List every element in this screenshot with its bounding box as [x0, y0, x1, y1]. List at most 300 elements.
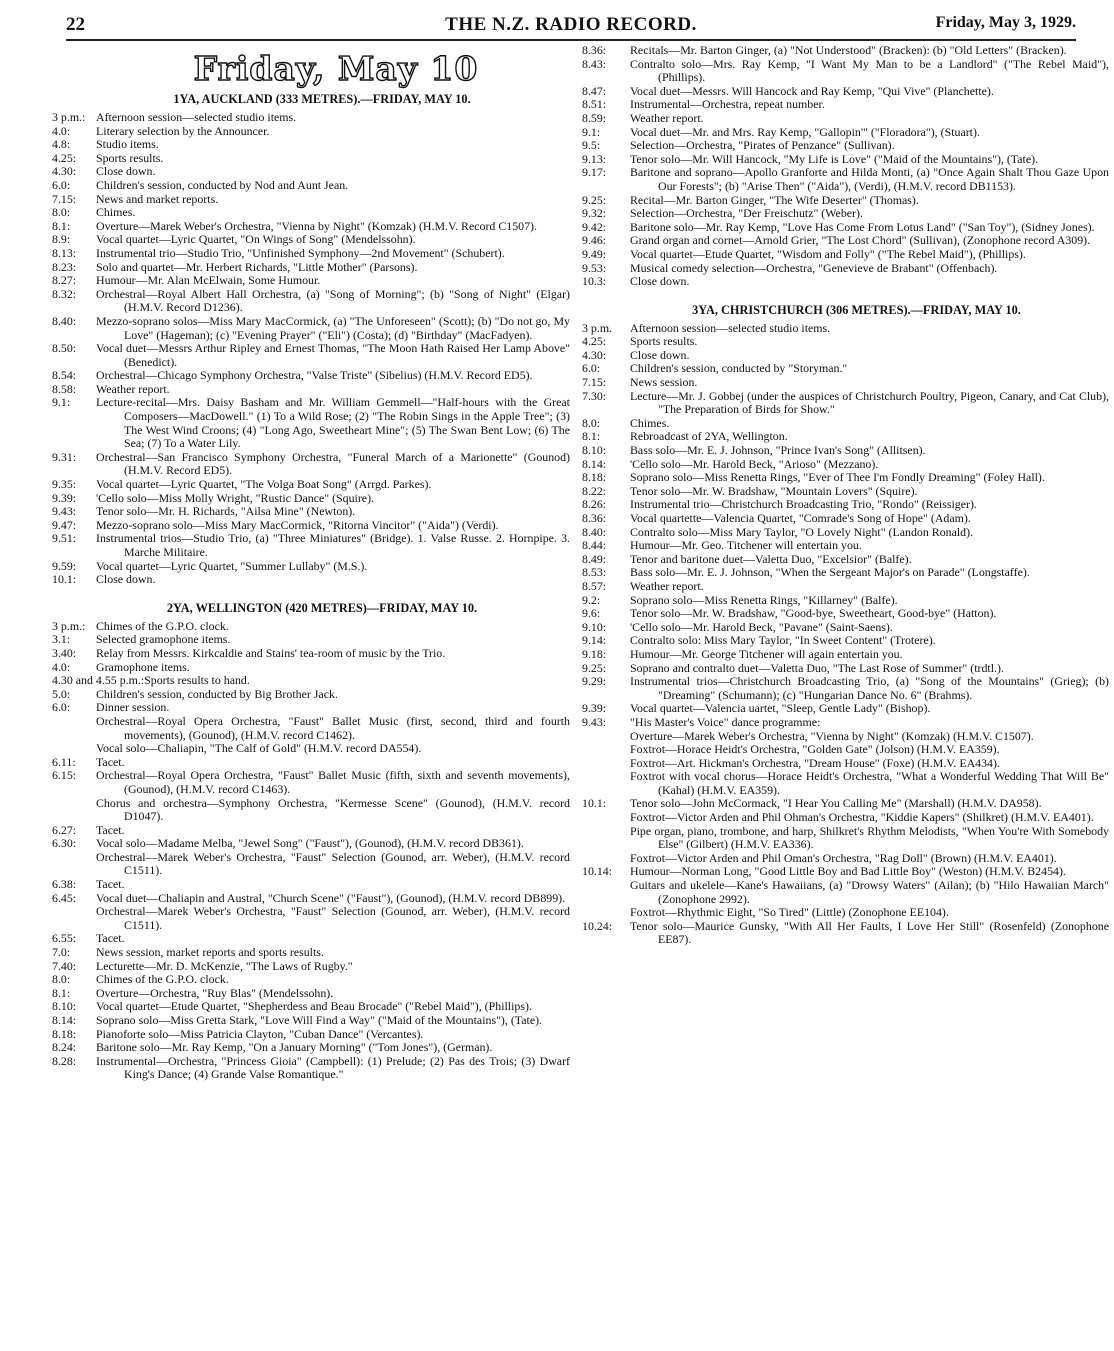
programme-item [52, 342, 570, 369]
programme-item [52, 179, 570, 193]
item-description: Literary selection by the Announcer. [96, 123, 270, 138]
programme-item [582, 322, 1109, 336]
item-description: Chorus and orchestra—Symphony Orchestra, "Kermesse Scene" (Gounod), (H.M.V. record D1047). [96, 795, 570, 824]
programme-item [52, 715, 570, 742]
item-time: 7.15: [52, 191, 77, 206]
item-time: 7.0: [52, 945, 71, 960]
item-time: 6.0: [582, 361, 601, 376]
programme-item [582, 126, 1109, 140]
programme-item [52, 620, 570, 634]
programme-item [582, 702, 1109, 716]
item-description: Foxtrot—Victor Arden and Phil Oman's Orchestra, "Rag Doll" (Brown) (H.M.V. EA401). [630, 850, 1057, 865]
item-time: 4.30: [582, 347, 607, 362]
programme-item [52, 560, 570, 574]
item-description: News session. [630, 375, 698, 390]
station-heading-wellington: 2YA, WELLINGTON (420 METRES)—FRIDAY, MAY 10. [166, 600, 478, 615]
programme-item [52, 878, 570, 892]
item-description: Tacet. [96, 822, 125, 837]
item-description: Orchestral—Chicago Symphony Orchestra, "Valse Triste" (Sibelius) (H.M.V. Record ED5). [96, 368, 533, 383]
item-description: Baritone solo—Mr. Ray Kemp, "On a January Morning" ("Tom Jones"), (German). [96, 1040, 493, 1055]
page-header [66, 14, 1076, 36]
programme-item [52, 851, 570, 878]
item-time: 9.46: [582, 233, 607, 248]
item-time: 7.15: [582, 375, 607, 390]
programme-item [52, 1041, 570, 1055]
item-time: 8.57: [582, 578, 607, 593]
item-description: Vocal duet—Messrs Arthur Ripley and Ernest Thomas, "The Moon Hath Raised Her Lamp Above" (Benedict). [96, 341, 570, 369]
item-description: Lecture-recital—Mrs. Daisy Basham and Mr. William Gemmell—"Half-hours with the Great Composers—MacDowell." (1) To a Wild Rose; (2) "The Robin Sings in the Apple Tree"; (3) The West Wind Croons; (4) "Long Ago, Sweetheart Mine"; (5) The Swan Bent Low; (6) The Sea; (7) To a Water Lily. [96, 395, 570, 451]
programme-item [52, 1014, 570, 1028]
item-description: Sports results. [96, 150, 164, 165]
station-heading-christchurch: 3YA, CHRISTCHURCH (306 METRES).—FRIDAY, MAY 10. [692, 302, 1021, 317]
item-time: 6.55: [52, 931, 77, 946]
programme-item [582, 262, 1109, 276]
item-time: 9.29: [582, 674, 607, 689]
programme-item [52, 383, 570, 397]
programme-item [52, 973, 570, 987]
item-time: 4.0: [52, 123, 71, 138]
page-number: 22 [66, 14, 85, 35]
programme-item [52, 125, 570, 139]
programme-item [52, 701, 570, 715]
item-description: Orchestral—San Francisco Symphony Orchestra, "Funeral March of a Marionette" (Gounod) (H.M.V. Record ED5). [96, 449, 570, 478]
item-time: 8.24: [52, 1040, 77, 1055]
programme-item [52, 674, 570, 688]
item-description: News and market reports. [96, 191, 219, 206]
item-description: Vocal duet—Mr. and Mrs. Ray Kemp, "Gallopin'" ("Floradora"), (Stuart). [630, 124, 980, 139]
item-description: Chimes of the G.P.O. clock. [96, 972, 229, 987]
item-description: Pianoforte solo—Miss Patricia Clayton, "Cuban Dance" (Vercantes). [96, 1026, 424, 1041]
programme-item [582, 865, 1109, 879]
item-description: Vocal quartet—Lyric Quartet, "Summer Lullaby" (M.S.). [96, 558, 368, 573]
programme-item [52, 1055, 570, 1082]
item-description: Baritone and soprano—Apollo Granforte and Hilda Monti, (a) "Once Again Shalt Thou Gaze Upon Our Forests"; (b) "Arise Then" ("Aida"), (Verdi), (H.M.V. record DB1153). [630, 165, 1109, 193]
programme-item [582, 275, 1109, 289]
item-time: 8.53: [582, 565, 607, 580]
item-description: Vocal quartet—Lyric Quartet, "On Wings of Song" (Mendelssohn). [96, 232, 416, 247]
programme-item [582, 498, 1109, 512]
item-description: Afternoon session—selected studio items. [630, 320, 831, 335]
programme-item [52, 478, 570, 492]
item-description: Orchestral—Marek Weber's Orchestra, "Faust" Selection (Gounod, arr. Weber), (H.M.V. record C1511). [96, 849, 570, 878]
item-time: 8.43: [582, 56, 607, 71]
item-description: Pipe organ, piano, trombone, and harp, Shilkret's Rhythm Melodists, "When You're With Somebody Else" (Gilbert) (H.M.V. EA336). [630, 823, 1109, 852]
item-description: Vocal quartet—Etude Quartet, "Wisdom and Folly" ("The Rebel Maid"), (Phillips). [630, 246, 1026, 261]
item-time: 8.1: [52, 218, 71, 233]
programme-item [52, 532, 570, 559]
item-time: 4.30 and 4.55 p.m.: [52, 673, 145, 688]
item-time: 6.27: [52, 822, 77, 837]
programme-item [582, 471, 1109, 485]
item-description: Vocal quartet—Valencia uartet, "Sleep, Gentle Lady" (Bishop). [630, 701, 931, 716]
programme-item [52, 797, 570, 824]
item-time: 9.39: [52, 490, 77, 505]
programme-item [582, 153, 1109, 167]
item-description: Weather report. [96, 381, 170, 396]
programme-item [52, 261, 570, 275]
programme-item [52, 742, 570, 756]
item-description: Vocal quartet—Lyric Quartet, "The Volga Boat Song" (Arrgd. Parkes). [96, 477, 432, 492]
item-time: 9.42: [582, 219, 607, 234]
item-description: Close down. [630, 274, 690, 289]
programme-item [582, 648, 1109, 662]
item-description: Foxtrot with vocal chorus—Horace Heidt's Orchestra, "What a Wonderful Wedding That Will Be" (Kahal) (H.M.V. EA359). [630, 769, 1109, 797]
item-time: 9.2: [582, 592, 601, 607]
programme-item [582, 417, 1109, 431]
item-time: 6.0: [52, 700, 71, 715]
item-description: Children's session, conducted by Big Brother Jack. [96, 686, 338, 701]
item-description: Studio items. [96, 137, 159, 152]
item-time: 9.43: [52, 504, 77, 519]
item-time: 9.32: [582, 206, 607, 221]
item-description: Lecturette—Mr. D. McKenzie, "The Laws of Rugby." [96, 958, 353, 973]
programme-item [582, 825, 1109, 852]
programme-item [52, 905, 570, 932]
item-time: 8.0: [52, 972, 71, 987]
item-time: 9.25: [582, 192, 607, 207]
item-time: 9.51: [52, 531, 77, 546]
programme-item [52, 987, 570, 1001]
item-description: Recitals—Mr. Barton Ginger, (a) "Not Understood" (Bracken): (b) "Old Letters" (Bracken). [630, 43, 1067, 57]
item-description: Recital—Mr. Barton Ginger, "The Wife Deserter" (Thomas). [630, 192, 919, 207]
programme-christchurch [582, 322, 1109, 947]
item-description: News session, market reports and sports results. [96, 945, 324, 960]
item-description: Children's session, conducted by Nod and Aunt Jean. [96, 177, 349, 192]
item-description: Tenor solo—Mr. Will Hancock, "My Life is Love" ("Maid of the Mountains"), (Tate). [630, 151, 1039, 166]
item-time: 10.3: [582, 274, 607, 289]
item-description: Vocal solo—Chaliapin, "The Calf of Gold" (H.M.V. record DA554). [96, 741, 422, 756]
programme-item [582, 920, 1109, 947]
item-time: 9.14: [582, 633, 607, 648]
programme-item [52, 756, 570, 770]
programme-item [582, 811, 1109, 825]
programme-item [52, 946, 570, 960]
programme-item [582, 376, 1109, 390]
item-description: Instrumental trio—Christchurch Broadcasting Trio, "Rondo" (Reissiger). [630, 497, 977, 512]
programme-item [582, 634, 1109, 648]
programme-item [582, 458, 1109, 472]
item-description: Humour—Mr. Geo. Titchener will entertain you. [630, 538, 862, 553]
item-time: 9.17: [582, 165, 607, 180]
item-description: Tenor solo—Mr. W. Bradshaw, "Mountain Lovers" (Squire). [630, 483, 918, 498]
programme-item [582, 906, 1109, 920]
programme-item [52, 138, 570, 152]
item-time: 4.25: [582, 334, 607, 349]
item-description: Instrumental trios—Christchurch Broadcasting Trio, (a) "Song of the Mountains" (Grieg); (b) "Dreaming" (Schumann); (c) "Hungarian Dance No. 6" (Brahms). [630, 674, 1109, 702]
programme-item [582, 594, 1109, 608]
item-description: Mezzo-soprano solos—Miss Mary MacCormick, (a) "The Unforeseen" (Scott); (b) "Do not go, My Love" (Hageman); (c) "Evening Prayer" ("Eli") (Costa); (d) "Birthday" (MacFadyen). [96, 313, 570, 342]
item-description: Vocal duet—Chaliapin and Austral, "Church Scene" ("Faust"), (Gounod), (H.M.V. record DB899). [96, 890, 566, 905]
programme-item [52, 288, 570, 315]
item-time: 10.1: [582, 796, 607, 811]
item-time: 8.36: [582, 511, 607, 525]
item-time: 3 p.m.: [52, 618, 86, 633]
item-time: 6.38: [52, 877, 77, 892]
programme-item [52, 505, 570, 519]
item-description: Close down. [96, 164, 156, 179]
item-description: Orchestral—Royal Opera Orchestra, "Faust" Ballet Music (first, second, third and fourth movements), (Gounod), (H.M.V. record C1462). [96, 713, 570, 742]
programme-item [582, 98, 1109, 112]
programme-item [582, 716, 1109, 730]
item-description: Contralto solo—Miss Mary Taylor, "O Lovely Night" (Landon Ronald). [630, 524, 974, 539]
programme-item [582, 362, 1109, 376]
item-description: Baritone solo—Mr. Ray Kemp, "Love Has Come From Lotus Land" ("San Toy"), (Sidney Jones). [630, 219, 1095, 234]
item-time: 8.26: [582, 497, 607, 512]
programme-item [52, 519, 570, 533]
item-description: Orchestral—Royal Opera Orchestra, "Faust" Ballet Music (fifth, sixth and seventh movements), (Gounod), (H.M.V. record C1463). [96, 768, 570, 796]
item-time: 9.10: [582, 619, 607, 634]
programme-item [582, 166, 1109, 193]
item-time: 8.44: [582, 538, 607, 553]
item-description: Tenor solo—Mr. W. Bradshaw, "Good-bye, Sweetheart, Good-bye" (Hatton). [630, 606, 997, 621]
publication-title: THE N.Z. RADIO RECORD. [445, 14, 697, 35]
item-time: 3 p.m. [582, 320, 613, 335]
item-description: Close down. [630, 347, 690, 362]
item-description: Foxtrot—Victor Arden and Phil Ohman's Orchestra, "Kiddie Kapers" (Shilkret) (H.M.V. EA401). [630, 810, 1094, 825]
item-description: Selection—Orchestra, "Der Freischutz" (Weber). [630, 206, 863, 221]
programme-item [582, 526, 1109, 540]
item-description: Mezzo-soprano solo—Miss Mary MacCormick, "Ritorna Vincitor" ("Aida") (Verdi). [96, 517, 499, 532]
item-time: 8.50: [52, 341, 77, 356]
programme-item [52, 274, 570, 288]
item-time: 9.1: [582, 124, 601, 139]
programme-item [582, 444, 1109, 458]
programme-item [582, 248, 1109, 262]
programme-item [582, 512, 1109, 526]
item-description: Instrumental trio—Studio Trio, "Unfinished Symphony—2nd Movement" (Schubert). [96, 245, 505, 260]
item-description: Bass solo—Mr. E. J. Johnson, "When the Sergeant Major's on Parade" (Longstaffe). [630, 565, 1030, 580]
programme-item [52, 960, 570, 974]
item-description: Rebroadcast of 2YA, Wellington. [630, 429, 788, 444]
programme-item [582, 879, 1109, 906]
item-time: 8.10: [52, 999, 77, 1014]
item-description: Tacet. [96, 877, 125, 892]
day-title: Friday, May 10 [193, 49, 479, 88]
item-time: 10.24: [582, 918, 613, 933]
programme-item [52, 193, 570, 207]
programme-item [582, 485, 1109, 499]
item-description: Instrumental—Orchestra, "Princess Gioia" (Campbell): (1) Prelude; (2) Pas des Trois; (3) Dwarf King's Dance; (4) Grande Valse Romantique." [96, 1053, 570, 1082]
item-description: 'Cello solo—Miss Molly Wright, "Rustic Dance" (Squire). [96, 490, 375, 505]
programme-item [52, 661, 570, 675]
item-description: Weather report. [630, 110, 704, 125]
programme-item [52, 633, 570, 647]
item-description: Foxtrot—Art. Hickman's Orchestra, "Dream House" (Foxe) (H.M.V. EA434). [630, 755, 1000, 770]
item-description: Contralto solo: Miss Mary Taylor, "In Sweet Content" (Trotere). [630, 633, 936, 648]
item-description: Tacet. [96, 931, 125, 946]
item-description: Tenor solo—John McCormack, "I Hear You Calling Me" (Marshall) (H.M.V. DA958). [630, 796, 1042, 811]
programme-wellington [52, 620, 570, 1082]
programme-wellington-continued [582, 44, 1109, 289]
item-time: 8.13: [52, 245, 77, 260]
item-description: Sports results. [630, 334, 698, 349]
item-description: Humour—Norman Long, "Good Little Boy and Bad Little Boy" (Weston) (H.M.V. B2454). [630, 864, 1066, 879]
programme-item [52, 1000, 570, 1014]
item-description: Overture—Marek Weber's Orchestra, "Vienna by Night" (Komzak) (H.M.V. C1507). [630, 728, 1034, 743]
programme-item [52, 932, 570, 946]
item-time: 9.59: [52, 558, 77, 573]
item-time: 8.32: [52, 286, 77, 301]
programme-item [582, 852, 1109, 866]
programme-item [582, 85, 1109, 99]
item-time: 9.35: [52, 477, 77, 492]
item-time: 7.30: [582, 388, 607, 403]
item-description: Tenor solo—Maurice Gunsky, "With All Her Faults, I Love Her Still" (Rosenfeld) (Zonophone EE87). [630, 918, 1109, 947]
programme-item [582, 553, 1109, 567]
item-time: 9.47: [52, 517, 77, 532]
programme-item [582, 430, 1109, 444]
item-description: Overture—Orchestra, "Ruy Blas" (Mendelssohn). [96, 985, 334, 1000]
item-time: 6.30: [52, 836, 77, 851]
programme-item [582, 730, 1109, 744]
programme-item [582, 743, 1109, 757]
item-description: Humour—Mr. George Titchener will again entertain you. [630, 646, 903, 661]
item-time: 8.10: [582, 443, 607, 458]
item-description: Selection—Orchestra, "Pirates of Penzance" (Sullivan). [630, 138, 895, 153]
item-time: 6.0: [52, 177, 71, 192]
programme-item [52, 492, 570, 506]
item-description: Tenor solo—Mr. H. Richards, "Ailsa Mine" (Newton). [96, 504, 356, 519]
station-heading-auckland: 1YA, AUCKLAND (333 METRES).—FRIDAY, MAY 10. [173, 92, 471, 106]
item-description: Afternoon session—selected studio items. [96, 110, 297, 124]
header-rule [66, 39, 1076, 41]
item-time: 8.22: [582, 483, 607, 498]
programme-item [52, 769, 570, 796]
programme-item [582, 221, 1109, 235]
item-description: 'Cello solo—Mr. Harold Beck, "Pavane" (Saint-Saens). [630, 619, 893, 634]
item-time: 8.28: [52, 1053, 77, 1068]
item-time: 7.40: [52, 958, 77, 973]
item-description: Relay from Messrs. Kirkcaldie and Stains' tea-room of music by the Trio. [96, 645, 446, 660]
programme-item [582, 770, 1109, 797]
programme-item [582, 390, 1109, 417]
item-time: 9.49: [582, 246, 607, 261]
item-description: Weather report. [630, 578, 704, 593]
item-description: Chimes. [630, 415, 670, 430]
programme-item [52, 837, 570, 851]
item-description: Orchestral—Marek Weber's Orchestra, "Faust" Selection (Gounod, arr. Weber), (H.M.V. record C1511). [96, 904, 570, 932]
item-time: 8.14: [582, 456, 607, 471]
item-time: 3 p.m.: [52, 110, 86, 124]
item-description: Soprano solo—Miss Renetta Rings, "Killarney" (Balfe). [630, 592, 898, 607]
programme-item [582, 349, 1109, 363]
item-time: 4.25: [52, 150, 77, 165]
programme-item [52, 892, 570, 906]
item-time: 8.14: [52, 1013, 77, 1027]
item-time: 8.59: [582, 110, 607, 125]
left-column [52, 44, 570, 1082]
item-description: Close down. [96, 572, 156, 587]
item-description: Foxtrot—Rhythmic Eight, "So Tired" (Little) (Zonophone EE104). [630, 905, 949, 920]
item-description: Chimes of the G.P.O. clock. [96, 618, 229, 633]
programme-item [582, 757, 1109, 771]
item-description: Foxtrot—Horace Heidt's Orchestra, "Golden Gate" (Jolson) (H.M.V. EA359). [630, 742, 1000, 757]
programme-item [582, 112, 1109, 126]
programme-item [582, 580, 1109, 594]
programme-item [582, 139, 1109, 153]
programme-item [52, 233, 570, 247]
programme-item [52, 247, 570, 261]
programme-item [52, 111, 570, 125]
item-time: 9.6: [582, 606, 601, 621]
item-time: 8.49: [582, 551, 607, 566]
programme-item [52, 688, 570, 702]
item-description: Soprano solo—Miss Renetta Rings, "Ever of Thee I'm Fondly Dreaming" (Foley Hall). [630, 470, 1045, 485]
programme-item [52, 165, 570, 179]
item-time: 8.23: [52, 259, 77, 274]
item-description: Lecture—Mr. J. Gobbej (under the auspices of Christchurch Poultry, Pigeon, Canary, and Cat Club), "The Preparation of Birds for Show." [630, 388, 1109, 417]
item-time: 8.36: [582, 43, 607, 57]
item-description: Sports results to hand. [144, 673, 250, 688]
item-time: 9.53: [582, 260, 607, 275]
item-time: 8.40: [582, 524, 607, 539]
item-time: 4.30: [52, 164, 77, 179]
item-time: 8.0: [52, 205, 71, 220]
item-description: Children's session, conducted by "Storyman." [630, 361, 848, 376]
item-time: 8.1: [52, 985, 71, 1000]
programme-item [582, 58, 1109, 85]
item-description: Gramophone items. [96, 659, 190, 674]
item-time: 8.18: [582, 470, 607, 485]
item-description: Instrumental trios—Studio Trio, (a) "Three Miniatures" (Bridge). 1. Valse Russe. 2. Hornpipe. 3. Marche Militaire. [96, 531, 570, 559]
item-description: Vocal solo—Madame Melba, "Jewel Song" ("Faust"), (Gounod), (H.M.V. record DB361). [96, 836, 524, 851]
programme-item [52, 206, 570, 220]
item-description: Dinner session. [96, 700, 170, 715]
item-description: Overture—Marek Weber's Orchestra, "Vienna by Night" (Komzak) (H.M.V. Record C1507). [96, 218, 537, 233]
item-time: 8.0: [582, 415, 601, 430]
item-description: Musical comedy selection—Orchestra, "Genevieve de Brabant" (Offenbach). [630, 260, 998, 275]
programme-item [52, 220, 570, 234]
programme-item [582, 335, 1109, 349]
programme-item [582, 44, 1109, 58]
right-column [582, 44, 1109, 947]
item-time: 6.15: [52, 768, 77, 783]
issue-date: Friday, May 3, 1929. [935, 14, 1076, 31]
programme-item [582, 797, 1109, 811]
programme-item [52, 396, 570, 450]
programme-item [52, 824, 570, 838]
item-description: Grand organ and cornet—Arnold Grier, "The Lost Chord" (Sullivan), (Zonophone record A309). [630, 233, 1091, 248]
item-time: 8.1: [582, 429, 601, 444]
programme-item [582, 194, 1109, 208]
item-description: Tenor and baritone duet—Valetta Duo, "Excelsior" (Balfe). [630, 551, 912, 566]
item-time: 8.18: [52, 1026, 77, 1041]
item-time: 8.27: [52, 273, 77, 288]
item-time: 8.9: [52, 232, 71, 247]
programme-item [582, 675, 1109, 702]
item-description: "His Master's Voice" dance programme: [630, 714, 821, 729]
item-time: 6.45: [52, 890, 77, 905]
programme-item [52, 152, 570, 166]
item-description: Chimes. [96, 205, 136, 220]
item-description: Selected gramophone items. [96, 632, 231, 647]
item-time: 6.11: [52, 754, 76, 769]
item-description: Guitars and ukelele—Kane's Hawaiians, (a) "Drowsy Waters" (Ailan); (b) "Hilo Hawaiian March" (Zonophone 2992). [630, 878, 1109, 906]
item-description: Vocal quartet—Etude Quartet, "Shepherdess and Beau Brocade" ("Rebel Maid"), (Phillips). [96, 999, 532, 1014]
programme-item [582, 207, 1109, 221]
item-time: 9.39: [582, 701, 607, 716]
item-description: 'Cello solo—Mr. Harold Beck, "Arioso" (Mezzano). [630, 456, 879, 471]
item-time: 8.58: [52, 381, 77, 396]
programme-item [52, 647, 570, 661]
item-time: 9.43: [582, 714, 607, 729]
programme-item [52, 451, 570, 478]
item-description: Bass solo—Mr. E. J. Johnson, "Prince Ivan's Song" (Allitsen). [630, 443, 926, 458]
item-time: 8.51: [582, 97, 607, 112]
programme-auckland [52, 111, 570, 587]
programme-item [582, 607, 1109, 621]
item-time: 3.1: [52, 632, 71, 647]
